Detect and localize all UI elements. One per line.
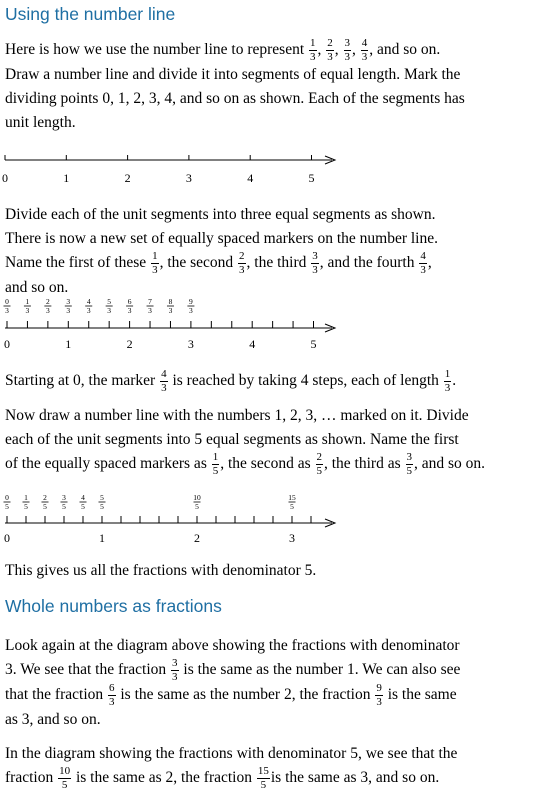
intro-line-2: Draw a number line and divide it into segments of equal length. Mark the — [5, 66, 461, 83]
fraction-denominator: 3 — [168, 306, 173, 315]
fraction-label — [65, 297, 72, 315]
thirds-line-4: and so on. — [5, 279, 69, 296]
fraction-numerator: 0 — [5, 493, 9, 502]
fraction-6-3: $\frac{6}{3}$ — [109, 682, 115, 708]
tick-label: 5 — [310, 337, 317, 351]
steps-line: Starting at 0, the marker $\frac{4}{3}$ is reached by taking 4 steps, each of length $\frac{1}{3}$ . — [5, 368, 457, 394]
whole-line-2: 3. We see that the fraction $\frac{3}{3}$ is the same as the number 1. We can also see — [5, 657, 461, 683]
tick-label: 0 — [2, 171, 8, 185]
fraction-numerator: 9 — [189, 297, 193, 306]
fraction-4-3: $\frac{4}{3}$ — [361, 37, 368, 63]
fraction-numerator: 5 — [107, 297, 112, 306]
fraction-label — [44, 297, 51, 315]
denominator-5-summary: This gives us all the fractions with denominator 5. — [5, 562, 317, 579]
fraction-numerator: 1 — [25, 297, 30, 306]
whole-numbers-paragraph — [5, 634, 539, 732]
number-line-fifths — [0, 490, 543, 546]
fraction-4-3: $\frac{4}{3}$ — [420, 250, 426, 276]
tick-label: 2 — [124, 171, 131, 185]
fraction-numerator: 10 — [193, 493, 201, 502]
fraction-label — [85, 297, 92, 315]
fraction-numerator: 0 — [5, 297, 9, 306]
fraction-denominator: 3 — [5, 306, 9, 315]
fraction-label — [24, 297, 31, 315]
fraction-denominator: 5 — [81, 502, 85, 511]
tick-label: 1 — [65, 337, 72, 351]
tick-label: 2 — [126, 337, 133, 351]
fraction-denominator: 3 — [86, 306, 91, 315]
fraction-numerator: 2 — [45, 297, 50, 306]
den5-line-1: In the diagram showing the fractions with denominator 5, we see that the — [5, 745, 458, 762]
fraction-2-3: $\frac{2}{3}$ — [327, 37, 333, 63]
number-line-integers — [0, 148, 543, 188]
fraction-numerator: 7 — [148, 297, 152, 306]
fraction-label — [147, 297, 154, 315]
fraction-numerator: 4 — [81, 493, 85, 502]
fraction-1-3: $\frac{1}{3}$ — [310, 37, 316, 63]
fraction-denominator: 5 — [290, 502, 294, 511]
fifths-paragraph — [5, 404, 539, 477]
tick-label: 3 — [289, 531, 295, 545]
tick-label: 4 — [249, 337, 256, 351]
tick-label: 0 — [4, 531, 10, 545]
intro-line-4: unit length. — [5, 114, 76, 131]
fraction-3-3: $\frac{3}{3}$ — [344, 37, 351, 63]
fraction-label — [187, 297, 194, 315]
fraction-denominator: 3 — [127, 306, 132, 315]
fraction-denominator: 3 — [189, 306, 193, 315]
fraction-3-3: $\frac{3}{3}$ — [172, 657, 178, 683]
fraction-15-5: $\frac{15}{5}$ — [257, 765, 269, 791]
tick-label: 3 — [187, 337, 194, 351]
tick-label: 0 — [4, 337, 10, 351]
den5-line-2: fraction $\frac{10}{5}$ is the same as 2, the fraction $\frac{15}{5}$ is the same as 3, and so on. — [5, 765, 440, 791]
tick-label: 1 — [99, 531, 105, 545]
intro-line-3: dividing points 0, 1, 2, 3, 4, and so on as shown. Each of the segments has — [5, 90, 465, 107]
fraction-1-5: $\frac{1}{5}$ — [212, 451, 219, 477]
whole-line-1: Look again at the diagram above showing the fractions with denominator — [5, 637, 460, 654]
whole-line-4: as 3, and so on. — [5, 711, 101, 728]
fraction-numerator: 1 — [24, 493, 28, 502]
fraction-label — [42, 493, 49, 511]
fraction-label — [288, 493, 296, 511]
fifths-line-3: of the equally spaced markers as $\frac{1}{5}$ , the second as $\frac{2}{5}$ , the third as $\frac{3}{5}$ , and so on. — [5, 451, 486, 477]
fraction-denominator: 3 — [45, 306, 50, 315]
steps-paragraph — [5, 369, 539, 394]
tick-label: 5 — [308, 171, 315, 185]
fraction-2-5: $\frac{2}{5}$ — [316, 451, 322, 477]
whole-line-3: that the fraction $\frac{6}{3}$ is the same as the number 2, the fraction $\frac{9}{3}$ is the same — [5, 682, 457, 708]
fraction-denominator: 5 — [195, 502, 199, 511]
fraction-denominator: 5 — [100, 502, 104, 511]
fraction-numerator: 2 — [43, 493, 47, 502]
intro-paragraph — [5, 38, 539, 135]
fraction-numerator: 4 — [86, 297, 91, 306]
fraction-denominator: 5 — [5, 502, 9, 511]
denominator-5-paragraph — [5, 742, 539, 791]
tick-label: 4 — [247, 171, 254, 185]
fraction-label — [4, 297, 11, 315]
fraction-denominator: 3 — [148, 306, 152, 315]
fraction-denominator: 5 — [24, 502, 28, 511]
fifths-line-2: each of the unit segments into 5 equal segments as shown. Name the first — [5, 431, 459, 448]
fraction-denominator: 5 — [62, 502, 66, 511]
fraction-label — [4, 493, 11, 511]
section-heading-whole-numbers: Whole numbers as fractions — [5, 596, 222, 616]
fraction-label — [23, 493, 30, 511]
fraction-label — [126, 297, 133, 315]
tick-label: 2 — [194, 531, 200, 545]
thirds-paragraph — [5, 203, 539, 300]
tick-label: 3 — [185, 171, 192, 185]
fraction-numerator: 15 — [288, 493, 296, 502]
intro-line-1: Here is how we use the number line to represent $\frac{1}{3}$ , $\frac{2}{3}$ , $\frac{3}{3}$ , $\frac{4}{3}$ , and so on. — [5, 37, 441, 63]
section-heading-number-line: Using the number line — [5, 4, 176, 24]
fraction-3-3: $\frac{3}{3}$ — [312, 250, 318, 276]
fraction-denominator: 3 — [25, 306, 30, 315]
thirds-line-2: There is now a new set of equally spaced markers on the number line. — [5, 230, 438, 247]
fraction-denominator: 3 — [66, 306, 71, 315]
fraction-label — [106, 297, 113, 315]
fraction-label — [193, 493, 201, 511]
fraction-label — [167, 297, 174, 315]
fraction-numerator: 8 — [168, 297, 173, 306]
fraction-numerator: 3 — [62, 493, 66, 502]
fraction-2-3: $\frac{2}{3}$ — [239, 250, 245, 276]
fraction-1-3: $\frac{1}{3}$ — [444, 368, 451, 394]
thirds-line-1: Divide each of the unit segments into three equal segments as shown. — [5, 206, 436, 223]
fraction-denominator: 3 — [107, 306, 112, 315]
fraction-numerator: 5 — [100, 493, 104, 502]
fraction-label — [61, 493, 68, 511]
fraction-10-5: $\frac{10}{5}$ — [59, 765, 71, 791]
fifths-line-1: Now draw a number line with the numbers 1, 2, 3, … marked on it. Divide — [5, 407, 469, 424]
fraction-1-3: $\frac{1}{3}$ — [152, 250, 158, 276]
number-line-thirds — [0, 297, 543, 353]
fraction-label — [80, 493, 87, 511]
fraction-label — [99, 493, 106, 511]
fraction-9-3: $\frac{9}{3}$ — [376, 682, 382, 708]
fraction-3-5: $\frac{3}{5}$ — [406, 451, 412, 477]
tick-label: 1 — [63, 171, 70, 185]
fraction-denominator: 5 — [43, 502, 47, 511]
fraction-numerator: 6 — [127, 297, 132, 306]
fraction-4-3: $\frac{4}{3}$ — [161, 368, 167, 394]
fraction-numerator: 3 — [66, 297, 71, 306]
thirds-line-3: Name the first of these $\frac{1}{3}$ , the second $\frac{2}{3}$ , the third $\frac{3}{3}$ , and the fourth $\frac{4}{3}$ , — [5, 250, 432, 276]
